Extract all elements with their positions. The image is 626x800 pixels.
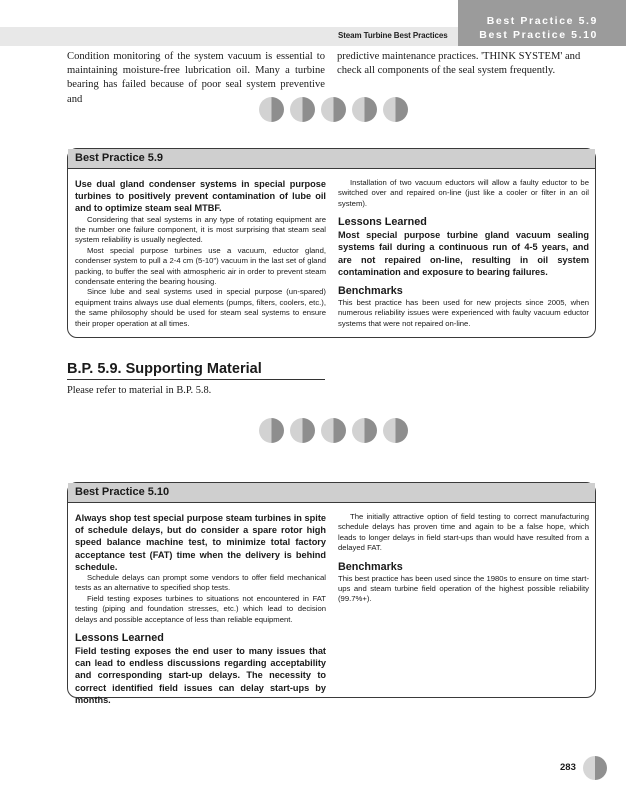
bp59-benchmarks-heading: Benchmarks xyxy=(338,285,403,298)
divider-circle-icon xyxy=(290,418,315,443)
bp59-paragraph: Installation of two vacuum eductors will allow a faulty eductor to be switched over and repaired on-line (just like a cooler or filter in an oil system). xyxy=(338,178,589,208)
section-tab-line-2: Best Practice 5.10 xyxy=(479,29,598,41)
bp510-benchmarks-text: This best practice has been used since the 1980s to ensure on time start-ups and steam turbine field operation of the highest possible reliability (99.7%+). xyxy=(338,573,589,604)
best-practice-5-9-box xyxy=(67,148,596,338)
divider-circle-icon xyxy=(321,97,346,122)
best-practice-5-10-box xyxy=(67,482,596,705)
bp510-right-column xyxy=(338,512,589,605)
bp59-lead-statement: Use dual gland condenser systems in special purpose turbines to positively prevent contamination of lube oil and to optimize steam seal MTBF. xyxy=(75,179,326,214)
best-practice-5-9-title: Best Practice 5.9 xyxy=(68,149,595,169)
divider-circle-icon xyxy=(352,418,377,443)
divider-circle-icon xyxy=(383,418,408,443)
bp59-paragraph: Since lube and seal systems used in special purpose (un-spared) equipment trains always use dual elements (pumps, filters, coolers, etc.), the same philosophy should be used for steam seal systems to ensure their proper operation at all times. xyxy=(75,287,326,328)
section-tab-line-1: Best Practice 5.9 xyxy=(486,15,598,27)
page-number: 283 xyxy=(560,762,576,773)
bp510-left-column xyxy=(75,512,326,706)
bp510-lead-statement: Always shop test special purpose steam turbines in spite of schedule delays, but do consider a spare rotor high speed balance machine test, to minimize total factory acceptance test (FAT) time when the delivery is behind schedule. xyxy=(75,513,326,572)
bp59-lessons-heading: Lessons Learned xyxy=(338,216,427,229)
supporting-material-text: Please refer to material in B.P. 5.8. xyxy=(67,385,212,396)
section-divider-circles xyxy=(259,97,408,122)
divider-circle-icon xyxy=(321,418,346,443)
bp510-benchmarks-heading: Benchmarks xyxy=(338,560,403,573)
bp59-right-column xyxy=(338,178,589,329)
bp59-left-column xyxy=(75,178,326,329)
divider-circle-icon xyxy=(352,97,377,122)
best-practice-5-10-title: Best Practice 5.10 xyxy=(68,483,595,503)
page-number-circle-icon xyxy=(583,756,607,780)
bp510-lessons-text: Field testing exposes the end user to many issues that can lead to endless discussions regarding acceptability and corresponding start-up delays. The necessity to correct identified field issues can delay start-ups by months. xyxy=(75,646,326,705)
bp59-paragraph: Considering that seal systems in any type of rotating equipment are the number one failure component, it is most surprising that steam seal system reliability is usually neglected. xyxy=(75,214,326,245)
divider-circle-icon xyxy=(259,418,284,443)
bp510-paragraph: Field testing exposes turbines to situations not encountered in FAT testing (piping and foundation stresses, etc.) which lead to decision delays and possible acceptance of less than reliable equipment. xyxy=(75,593,326,624)
bp59-lessons-text: Most special purpose turbine gland vacuum sealing systems fail during a continuous run of 4-5 years, and are not repaired on-line, resulting in oil system contamination and exposure to bearing failures. xyxy=(338,230,589,277)
bp510-paragraph: Schedule delays can prompt some vendors to offer field mechanical tests as an alternative to specified shop tests. xyxy=(75,573,326,593)
bp59-paragraph: Most special purpose turbines use a vacuum, eductor gland, condenser system to pull a 2-4 cm (5-10") vacuum in the last set of gland packing, to buffer the seal with atmospheric air in order to prevent steam condensate entering the bearing housing. xyxy=(75,245,326,287)
divider-circle-icon xyxy=(259,97,284,122)
supporting-material-heading: B.P. 5.9. Supporting Material xyxy=(67,361,325,380)
divider-circle-icon xyxy=(383,97,408,122)
intro-right-paragraph: predictive maintenance practices. 'THINK SYSTEM' and check all components of the seal system frequently. xyxy=(337,51,581,77)
divider-circle-icon xyxy=(290,97,315,122)
bp510-lessons-heading: Lessons Learned xyxy=(75,632,164,645)
running-title: Steam Turbine Best Practices xyxy=(338,31,448,40)
section-tab xyxy=(458,0,626,46)
bp510-paragraph: The initially attractive option of field testing to correct manufacturing schedule delays has proven time and again to be a false hope, which leads to longer delays in field start-ups than would have resulted from a delayed FAT. xyxy=(338,512,589,553)
bp59-benchmarks-text: This best practice has been used for new projects since 2005, when numerous reliability issues were experienced with faulty vacuum eductor systems that were not repaired on-line. xyxy=(338,298,589,328)
section-divider-circles xyxy=(259,418,408,443)
intro-left-paragraph: Condition monitoring of the system vacuum is essential to maintaining moisture-free lubrication oil. Many a turbine bearing has failed because of poor seal system preventive and xyxy=(67,51,325,105)
